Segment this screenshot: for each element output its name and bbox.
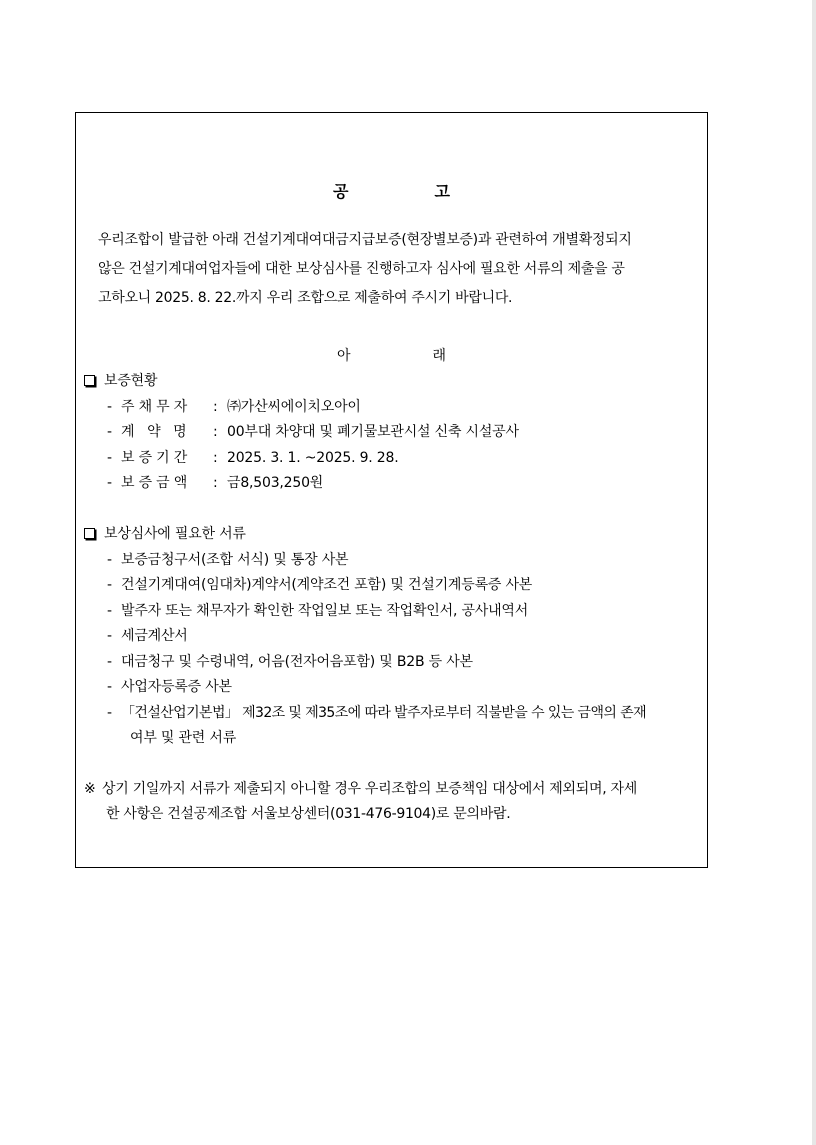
intro-line-1: 우리조합이 발급한 아래 건설기계대여대금지급보증(현장별보증)과 관련하여 개별확정되지 xyxy=(98,232,632,248)
reference-mark: ※ xyxy=(84,781,96,797)
document-item: - 건설기계대여(임대차)계약서(계약조건 포함) 및 건설기계등록증 사본 xyxy=(107,577,533,593)
checkbox-icon xyxy=(84,375,95,386)
guarantee-row-contract: - 계 약 명 : 00부대 차양대 및 폐기물보관시설 신축 시설공사 xyxy=(84,420,519,446)
row-value: 00부대 차양대 및 폐기물보관시설 신축 시설공사 xyxy=(227,424,519,440)
notice-title xyxy=(76,179,707,202)
title-char-2: 고 xyxy=(434,182,450,201)
document-item: - 발주자 또는 채무자가 확인한 작업일보 또는 작업확인서, 공사내역서 xyxy=(107,602,529,619)
below-heading xyxy=(76,345,707,365)
document-item: - 대금청구 및 수령내역, 어음(전자어음포함) 및 B2B 등 사본 xyxy=(107,653,473,670)
row-label: 보 증 기 간 xyxy=(121,449,188,466)
guarantee-heading xyxy=(84,369,519,395)
row-value: 금8,503,250원 xyxy=(227,475,324,491)
notice-box xyxy=(75,112,708,868)
document-item: - 사업자등록증 사본 xyxy=(107,679,232,695)
title-char-1: 공 xyxy=(333,182,349,201)
document-item: - 보증금청구서(조합 서식) 및 통장 사본 xyxy=(107,551,349,568)
row-label: 계 약 명 xyxy=(121,424,187,440)
guarantee-section xyxy=(84,369,519,497)
intro-line-3: 고하오니 2025. 8. 22.까지 우리 조합으로 제출하여 주시기 바랍니다. xyxy=(98,290,513,306)
row-label: 주 채 무 자 xyxy=(121,398,188,415)
checkbox-icon xyxy=(84,528,95,539)
row-label: 보 증 금 액 xyxy=(121,475,188,491)
page-edge xyxy=(812,0,816,1145)
documents-heading-text: 보상심사에 필요한 서류 xyxy=(104,526,246,542)
documents-heading xyxy=(84,522,646,548)
guarantee-row-amount: - 보 증 금 액 : 금8,503,250원 xyxy=(84,471,519,497)
below-char-1: 아 xyxy=(336,348,351,364)
intro-line-2: 않은 건설기계대여업자들에 대한 보상심사를 진행하고자 심사에 필요한 서류의 제출을 공 xyxy=(98,261,625,277)
guarantee-row-period: - 보 증 기 간 : 2025. 3. 1. ~2025. 9. 28. xyxy=(84,446,519,472)
row-value: 2025. 3. 1. ~2025. 9. 28. xyxy=(227,449,399,466)
below-char-2: 래 xyxy=(432,348,447,364)
note-line-2: 한 사항은 건설공제조합 서울보상센터(031-476-9104)로 문의바람. xyxy=(106,806,511,822)
row-value: ㈜가산씨에이치오아이 xyxy=(227,398,361,415)
intro-paragraph xyxy=(98,226,704,313)
document-item: - 세금계산서 xyxy=(107,628,188,644)
document-item-continuation: 여부 및 관련 서류 xyxy=(130,730,237,746)
closing-note xyxy=(84,777,704,827)
note-line-1: ※ 상기 기일까지 서류가 제출되지 아니할 경우 우리조합의 보증책임 대상에서 제외되며, 자세 xyxy=(84,777,704,802)
documents-section xyxy=(84,522,646,752)
guarantee-row-debtor: - 주 채 무 자 : ㈜가산씨에이치오아이 xyxy=(84,395,519,421)
document-item: - 「건설산업기본법」 제32조 및 제35조에 따라 발주자로부터 직불받을 수 있는 금액의 존재 xyxy=(107,704,647,721)
guarantee-heading-text: 보증현황 xyxy=(104,373,158,389)
